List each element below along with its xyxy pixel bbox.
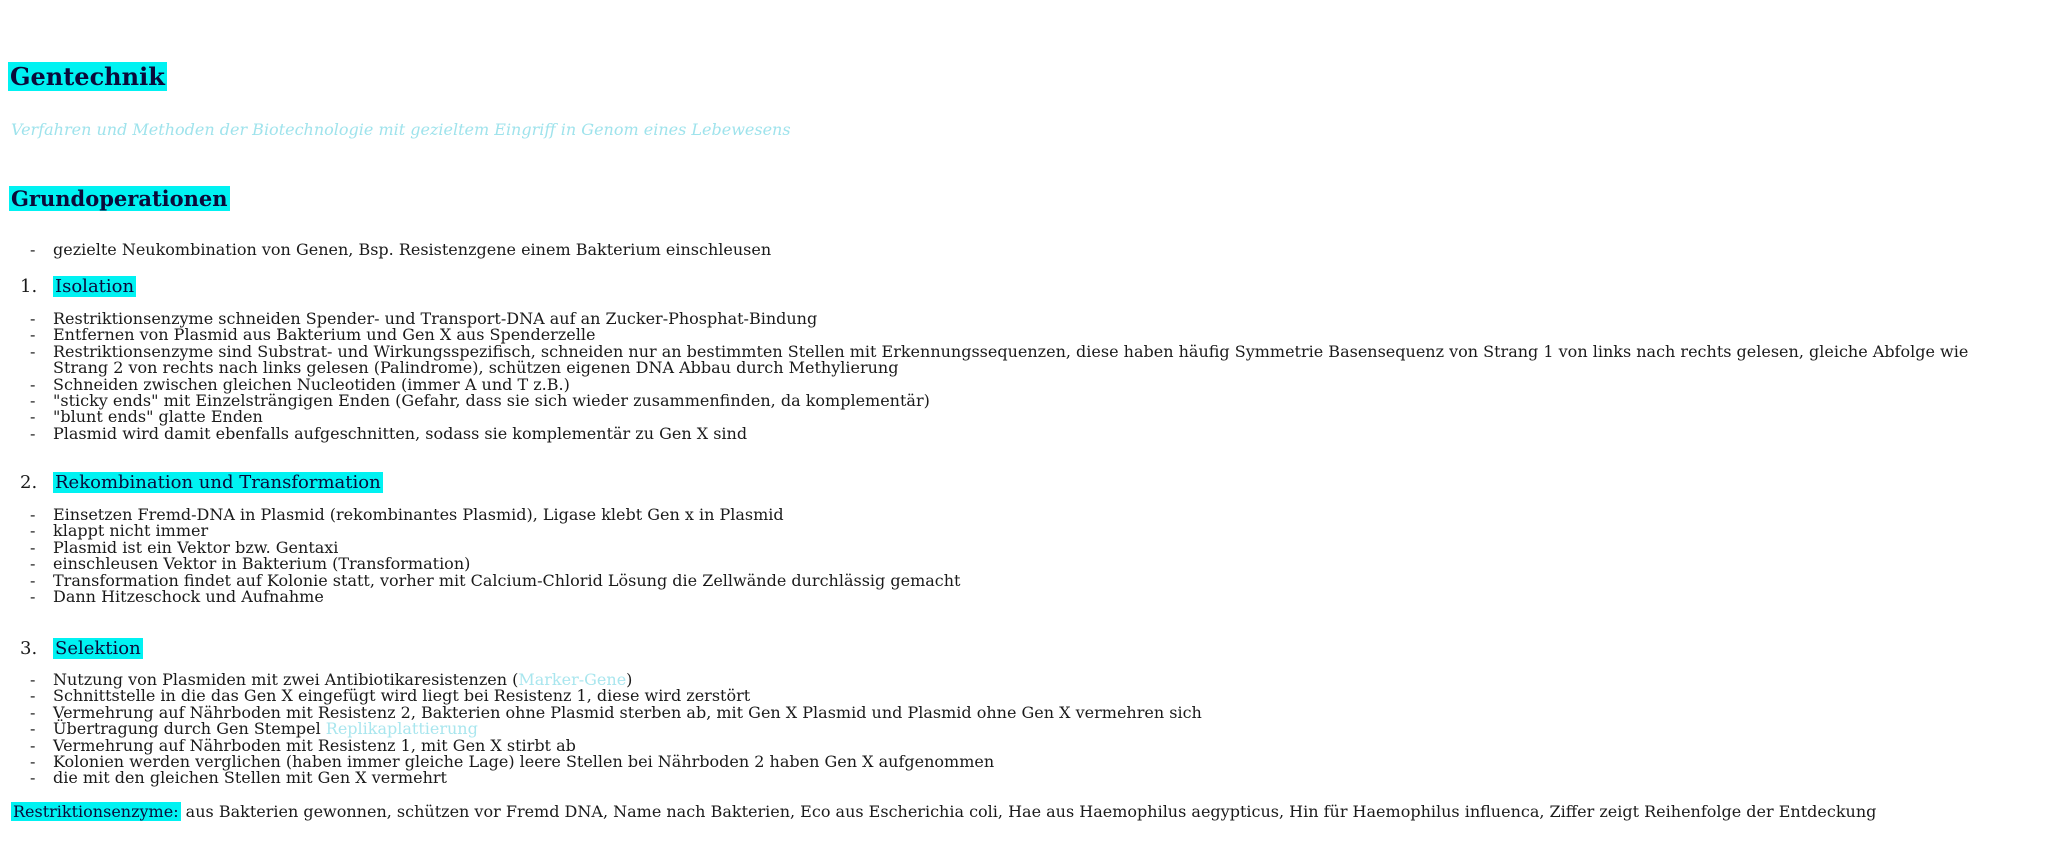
list-item: - die mit den gleichen Stellen mit Gen X vermehrt — [28, 770, 1202, 786]
page-title — [8, 62, 167, 92]
list-item-text: Nutzung von Plasmiden mit zwei Antibiotikaresistenzen ( — [53, 670, 519, 689]
intro-list — [28, 242, 771, 258]
list-item: - Einsetzen Fremd-DNA in Plasmid (rekombinantes Plasmid), Ligase klebt Gen x in Plasmid — [28, 507, 960, 523]
replica-plating-term: Replikaplattierung — [325, 719, 478, 739]
list-item: - gezielte Neukombination von Genen, Bsp. Resistenzgene einem Bakterium einschleusen — [28, 242, 771, 258]
list-item: - Restriktionsenzyme sind Substrat- und Wirkungsspezifisch, schneiden nur an bestimmten Stellen mit Erkennungssequenzen, diese haben häufig Symmetrie Basensequenz von Strang 1 von links nach rechts gelesen, gleiche Abfolge wie Strang 2 von rechts nach links gelesen (Palindrome), schützen eigenen DNA Abbau durch Methylierung — [28, 344, 2003, 377]
list-item: - Restriktionsenzyme schneiden Spender- und Transport-DNA auf an Zucker-Phosphat-Bindung — [28, 311, 2003, 327]
section-heading-text: Grundoperationen — [11, 186, 228, 211]
section-number: 3. — [20, 638, 38, 659]
list-item-text: Übertragung durch Gen Stempel — [53, 719, 326, 739]
list-item: - einschleusen Vektor in Bakterium (Transformation) — [28, 556, 960, 572]
section-3-heading — [20, 638, 143, 660]
section-title: Isolation — [55, 276, 135, 297]
list-item: - Plasmid wird damit ebenfalls aufgeschnitten, sodass sie komplementär zu Gen X sind — [28, 426, 2003, 442]
section-2-list — [28, 507, 960, 605]
section-2-heading — [20, 472, 383, 494]
section-heading — [9, 186, 230, 212]
section-1-heading — [20, 276, 136, 298]
footer-label: Restriktionsenzyme: — [13, 802, 179, 821]
list-item: - Entfernen von Plasmid aus Bakterium und Gen X aus Spenderzelle — [28, 327, 2003, 343]
section-title: Selektion — [55, 638, 141, 659]
list-item: - Schnittstelle in die das Gen X eingefügt wird liegt bei Resistenz 1, diese wird zerstört — [28, 688, 1202, 704]
section-number: 1. — [20, 276, 38, 297]
list-item: - Vermehrung auf Nährboden mit Resistenz 2, Bakterien ohne Plasmid sterben ab, mit Gen X Plasmid und Plasmid ohne Gen X vermehren sich — [28, 705, 1202, 721]
list-item: - Vermehrung auf Nährboden mit Resistenz 1, mit Gen X stirbt ab — [28, 738, 1202, 754]
list-item: - Dann Hitzeschock und Aufnahme — [28, 589, 960, 605]
list-item: - Schneiden zwischen gleichen Nucleotiden (immer A und T z.B.) — [28, 377, 2003, 393]
section-title: Rekombination und Transformation — [55, 472, 381, 493]
footer-text: aus Bakterien gewonnen, schützen vor Fremd DNA, Name nach Bakterien, Eco aus Escherichia coli, Hae aus Haemophilus aegypticus, Hin für Haemophilus influenca, Ziffer zeigt Reihenfolge der Entdeckung — [180, 802, 1877, 821]
list-item: - Transformation findet auf Kolonie statt, vorher mit Calcium-Chlorid Lösung die Zellwände durchlässig gemacht — [28, 573, 960, 589]
section-3-list — [28, 672, 1202, 787]
list-item-close: ) — [626, 670, 633, 689]
list-item: - Kolonien werden verglichen (haben immer gleiche Lage) leere Stellen bei Nährboden 2 haben Gen X aufgenommen — [28, 754, 1202, 770]
section-1-list — [28, 311, 2003, 442]
list-item: - "sticky ends" mit Einzelsträngigen Enden (Gefahr, dass sie sich wieder zusammenfinden, da komplementär) — [28, 393, 2003, 409]
list-item: - klappt nicht immer — [28, 523, 960, 539]
marker-gene-term: Marker-Gene — [518, 670, 627, 689]
list-item: - Plasmid ist ein Vektor bzw. Gentaxi — [28, 540, 960, 556]
page-subtitle: Verfahren und Methoden der Biotechnologie mit gezieltem Eingriff in Genom eines Lebewesens — [11, 120, 791, 139]
list-item: - "blunt ends" glatte Enden — [28, 409, 2003, 425]
page-title-text: Gentechnik — [10, 62, 165, 91]
section-number: 2. — [20, 472, 38, 493]
footer-note — [11, 802, 1876, 822]
